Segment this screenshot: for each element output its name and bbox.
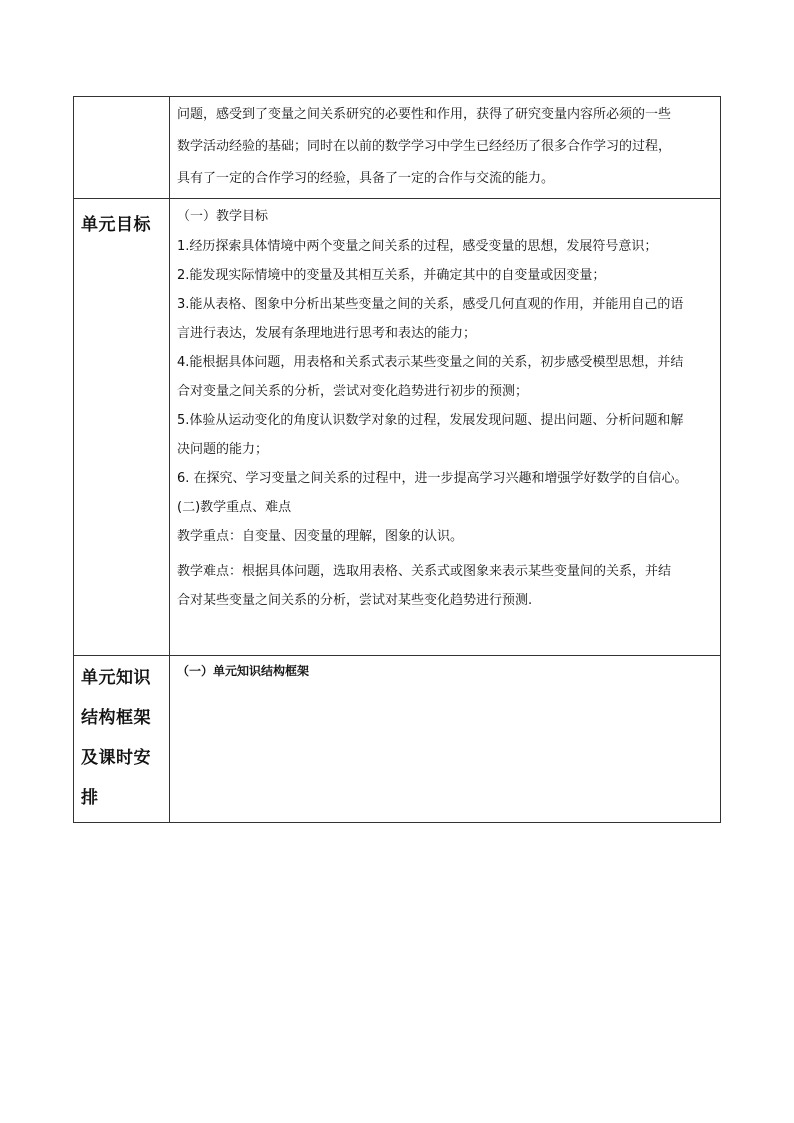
section-label: 及课时安 [81,748,151,768]
section-label: 单元知识 [81,668,151,688]
objective-line: 4.能根据具体问题，用表格和关系式表示某些变量之间的关系，初步感受模型思想，并结 [177,355,684,370]
table-row [74,199,721,656]
text-line: 数学活动经验的基础；同时在以前的数学学习中学生已经经历了很多合作学习的过程， [177,139,672,154]
row-label-cell [74,656,170,823]
document-table [73,96,721,823]
objective-line: 5.体验从运动变化的角度认识数学对象的过程，发展发现问题、提出问题、分析问题和解 [177,413,684,428]
objective-line: 2.能发现实际情境中的变量及其相互关系，并确定其中的自变量或因变量； [177,268,606,283]
section-label: 结构框架 [81,708,151,728]
section-heading: (二)教学重点、难点 [177,500,292,515]
objective-line: 言进行表达，发展有条理地进行思考和表达的能力； [177,326,477,341]
objective-line: 合对变量之间关系的分析，尝试对变化趋势进行初步的预测； [177,384,529,399]
row-content-cell [170,199,721,656]
table-row [74,97,721,199]
section-heading: （一）单元知识结构框架 [177,664,310,678]
section-label: 单元目标 [81,215,151,235]
row-label-cell [74,199,170,656]
text-line: 具有了一定的合作学习的经验，具备了一定的合作与交流的能力。 [177,171,555,186]
row-content-cell [170,656,721,823]
objective-line: 1.经历探索具体情境中两个变量之间关系的过程，感受变量的思想，发展符号意识； [177,239,658,254]
difficulty-line: 教学难点：根据具体问题，选取用表格、关系式或图象来表示某些变量间的关系，并结 [177,564,672,579]
key-point-line: 教学重点：自变量、因变量的理解，图象的认识。 [177,529,464,544]
objective-line: 决问题的能力； [177,442,269,457]
section-heading: （一）教学目标 [177,209,269,224]
row-label-cell [74,97,170,199]
section-label: 排 [81,788,99,808]
objective-line: 6. 在探究、学习变量之间关系的过程中，进一步提高学习兴趣和增强学好数学的自信心。 [177,471,688,486]
row-content-cell [170,97,721,199]
difficulty-line: 合对某些变量之间关系的分析，尝试对某些变化趋势进行预测. [177,593,533,608]
table-row [74,656,721,823]
objective-line: 3.能从表格、图象中分析出某些变量之间的关系，感受几何直观的作用，并能用自己的语 [177,297,684,312]
text-line: 问题，感受到了变量之间关系研究的必要性和作用，获得了研究变量内容所必须的一些 [177,107,672,122]
